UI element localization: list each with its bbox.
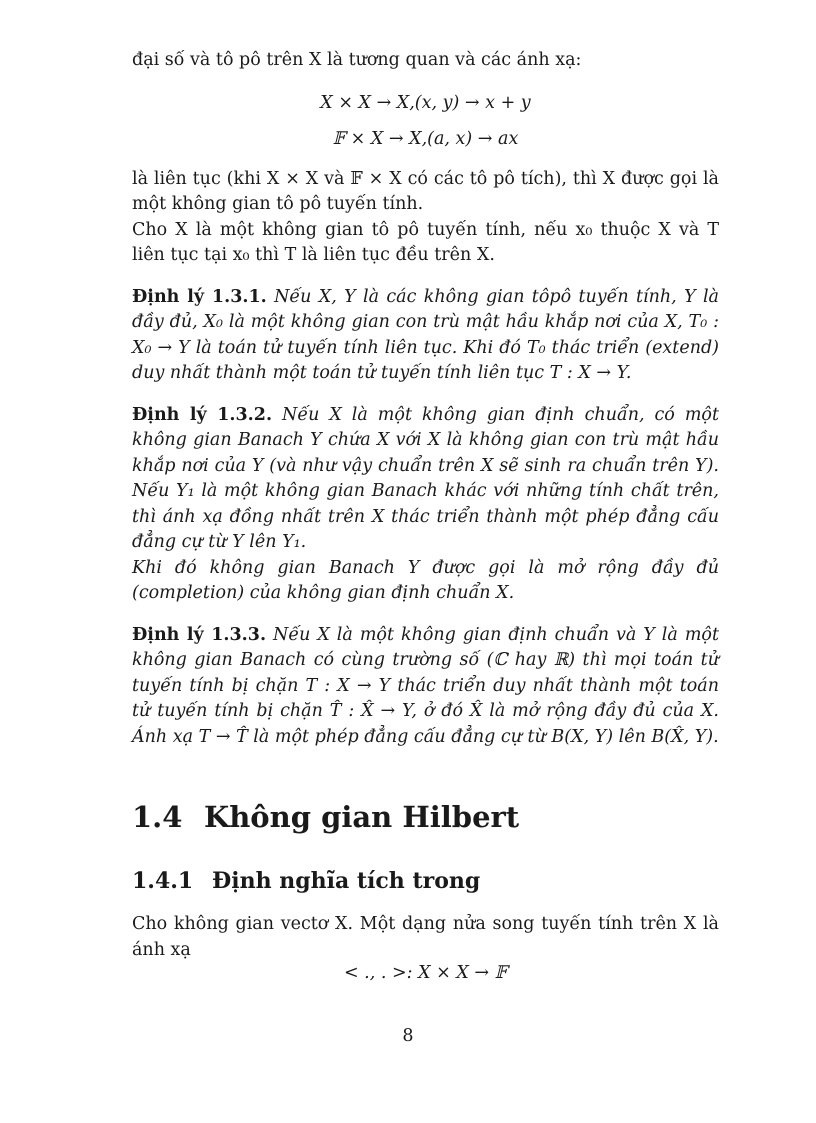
page-number: 8 — [402, 1026, 414, 1046]
theorem-heading: Định lý 1.3.3. — [132, 624, 267, 645]
theorem-body: Nếu X, Y là các không gian tôpô tuyến tính, Y là đầy đủ, X₀ là một không gian con trù mật hầu khắp nơi của X, T₀ : X₀ → Y là toán tử tuyến tính liên tục. Khi đó T₀ thác triển (extend) duy nhất thành một toán tử tuyến tính liên tục T : X → Y. — [132, 286, 719, 383]
theorem-1-3-3 — [132, 623, 719, 751]
intro-text: đại số và tô pô trên X là tương quan và các ánh xạ: — [132, 50, 582, 70]
theorem-body: Nếu X là một không gian định chuẩn, có một không gian Banach Y chứa X với X là không gian con trù mật hầu khắp nơi của Y (và như vậy chuẩn trên X sẽ sinh ra chuẩn trên Y). Nếu Y₁ là một không gian Banach khác với những tính chất trên, thì ánh xạ đồng nhất trên X thác triển thành một phép đẳng cấu đẳng cự từ Y lên Y₁. — [132, 404, 719, 552]
theorem-heading: Định lý 1.3.2. — [132, 404, 273, 425]
section-number: 1.4 — [132, 800, 183, 834]
subsection-title: Định nghĩa tích trong — [212, 868, 481, 894]
section-title: Không gian Hilbert — [204, 800, 520, 834]
paragraph-continuity: là liên tục (khi X × X và 𝔽 × X có các tô pô tích), thì X được gọi là một không gian tô pô tuyến tính. — [132, 168, 719, 214]
equation-addition: X × X → X,(x, y) → x + y — [320, 92, 531, 113]
subsection-number: 1.4.1 — [132, 868, 194, 894]
section-heading — [132, 800, 719, 834]
section-paragraph: Cho không gian vectơ X. Một dạng nửa song tuyến tính trên X là ánh xạ — [132, 914, 719, 960]
theorem-heading: Định lý 1.3.1. — [132, 286, 267, 307]
theorem-1-3-2-remark: Khi đó không gian Banach Y được gọi là mở rộng đầy đủ (completion) của không gian định chuẩn X. — [132, 557, 719, 603]
theorem-1-3-1 — [132, 285, 719, 387]
paragraph-linear-space: Cho X là một không gian tô pô tuyến tính, nếu x₀ thuộc X và T liên tục tại x₀ thì T là liên tục đều trên X. — [132, 219, 719, 265]
subsection-heading — [132, 868, 719, 894]
theorem-1-3-2 — [132, 403, 719, 556]
page-content — [132, 48, 719, 983]
equation-inner-product: < ., . >: X × X → 𝔽 — [343, 963, 508, 983]
equation-scalar-mult: 𝔽 × X → X,(a, x) → ax — [332, 128, 519, 149]
theorem-body: Nếu X là một không gian định chuẩn và Y là một không gian Banach có cùng trường số (ℂ hay ℝ) thì mọi toán tử tuyến tính bị chặn T : X → Y thác triển duy nhất thành một toán tử tuyến tính bị chặn T̂ : X̂ → Y, ở đó X̂ là mở rộng đầy đủ của X. Ánh xạ T → T̂ là một phép đẳng cấu đẳng cự từ B(X, Y) lên B(X̂, Y). — [132, 624, 719, 747]
